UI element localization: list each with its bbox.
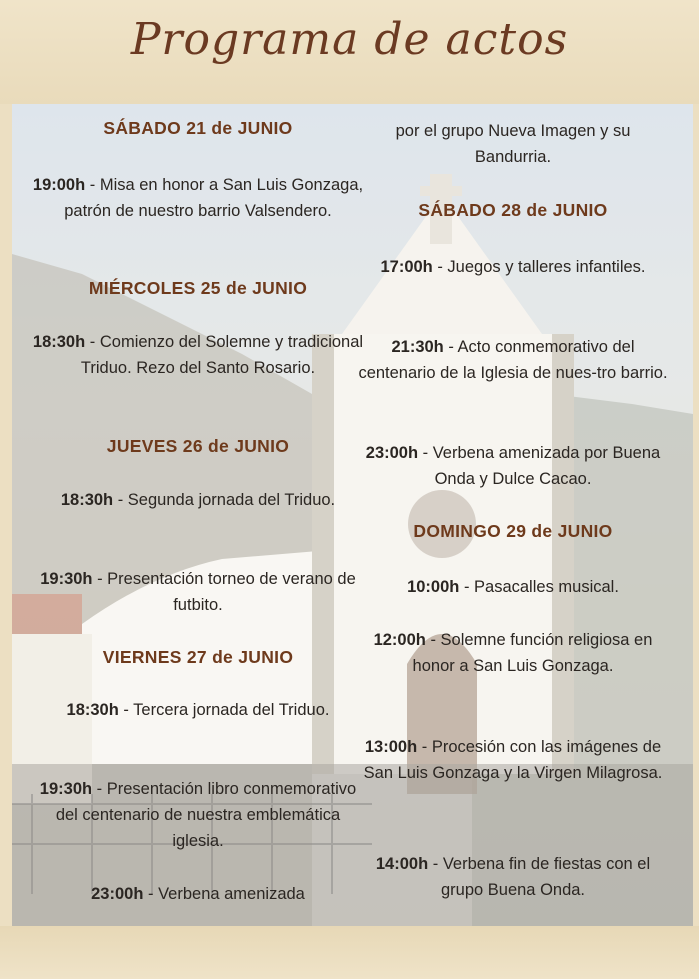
event-item [28, 881, 368, 907]
event-item [28, 776, 368, 854]
event-text: - Verbena amenizada [143, 885, 305, 903]
day-heading: DOMINGO 29 de JUNIO [413, 521, 613, 541]
event-time: 23:00h [365, 444, 419, 462]
event-text: - Procesión con las imágenes de San Luis Gonzaga y la Virgen Milagrosa. [363, 738, 663, 782]
event-item [28, 172, 368, 224]
event-item [28, 566, 368, 618]
event-continuation: por el grupo Nueva Imagen y su Bandurria. [395, 122, 631, 166]
page-title: Programa de actos [130, 14, 569, 65]
event-time: 18:30h [60, 491, 114, 509]
event-item [28, 487, 368, 513]
event-item [356, 627, 670, 679]
event-text: - Solemne función religiosa en honor a San Luis Gonzaga. [412, 631, 653, 675]
day-heading: SÁBADO 21 de JUNIO [103, 118, 293, 138]
day-heading: SÁBADO 28 de JUNIO [418, 200, 608, 220]
day-heading: VIERNES 27 de JUNIO [102, 647, 294, 667]
event-text: - Verbena fin de fiestas con el grupo Buena Onda. [428, 855, 651, 899]
day-heading: MIÉRCOLES 25 de JUNIO [88, 278, 308, 298]
event-time: 18:30h [32, 333, 86, 351]
event-text: - Segunda jornada del Triduo. [113, 491, 336, 509]
event-time: 13:00h [364, 738, 418, 756]
event-item [356, 334, 670, 386]
event-item [356, 734, 670, 786]
event-text: - Presentación libro conmemorativo del centenario de nuestra emblemática iglesia. [55, 780, 357, 850]
event-text: - Presentación torneo de verano de futbito. [92, 570, 356, 614]
event-time: 23:00h [91, 885, 144, 903]
event-item [356, 254, 670, 280]
day-heading: JUEVES 26 de JUNIO [106, 436, 290, 456]
event-item [356, 440, 670, 492]
event-time: 17:00h [380, 258, 433, 276]
event-time: 10:00h [407, 578, 460, 596]
event-text: - Pasacalles musical. [459, 578, 619, 596]
parchment-footer [0, 926, 699, 979]
event-item [356, 851, 670, 903]
event-text: - Tercera jornada del Triduo. [118, 701, 330, 719]
event-item [28, 697, 368, 723]
event-item [356, 574, 670, 600]
event-text: - Juegos y talleres infantiles. [432, 258, 646, 276]
event-item [28, 329, 368, 381]
event-time: 19:00h [32, 176, 86, 194]
event-time: 21:30h [391, 338, 444, 356]
event-time: 14:00h [375, 855, 429, 873]
event-time: 12:00h [373, 631, 426, 649]
event-text: - Verbena amenizada por Buena Onda y Dulce Cacao. [418, 444, 661, 488]
event-text: - Acto conmemorativo del centenario de la Iglesia de nues-tro barrio. [358, 338, 668, 382]
event-time: 19:30h [40, 570, 93, 588]
event-text: - Comienzo del Solemne y tradicional Triduo. Rezo del Santo Rosario. [80, 333, 364, 377]
event-text: - Misa en honor a San Luis Gonzaga, patrón de nuestro barrio Valsendero. [64, 176, 364, 220]
event-time: 19:30h [39, 780, 93, 798]
event-time: 18:30h [66, 701, 119, 719]
